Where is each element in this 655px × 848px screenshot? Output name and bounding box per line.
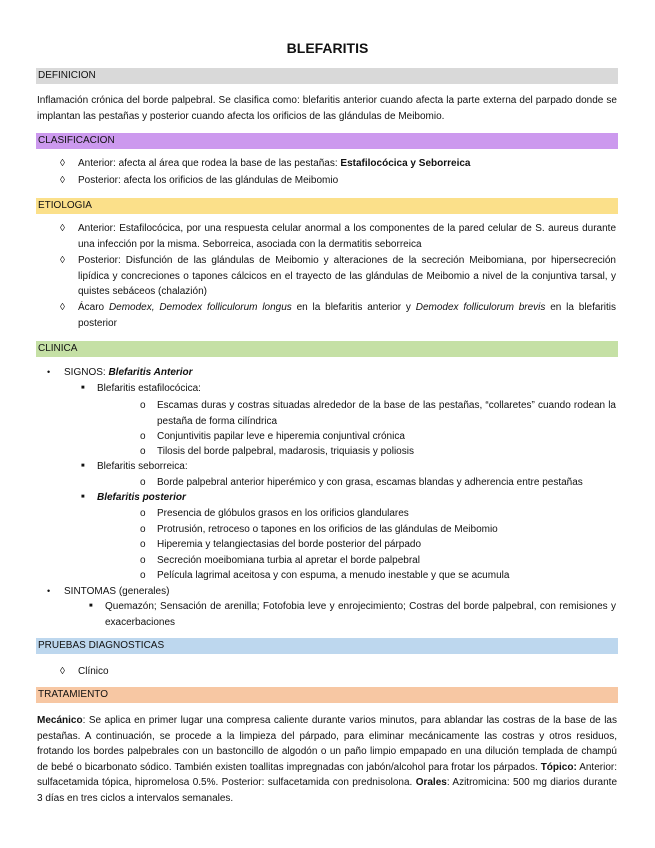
clinica-estafilo: Blefaritis estafilocócica: [97,383,201,394]
estafilo-item-3: Tilosis del borde palpebral, madarosis, triquiasis y poliosis [157,446,414,457]
posterior-item-1: Presencia de glóbulos grasos en los orificios glandulares [157,508,409,519]
section-header-etiologia: ETIOLOGIA [36,198,618,214]
diamond-icon: ◊ [60,302,65,313]
sintomas-item: Quemazón; Sensación de arenilla; Fotofobia leve y enrojecimiento; Costras del borde palpebral, con remisiones y exacerbaciones [105,601,616,628]
tratamiento-mecanico-label: Mecánico [37,715,83,726]
circle-bullet-icon: o [140,524,146,535]
etiologia-item-3-e: en la blefaritis posterior [78,302,616,329]
etiologia-item-3-b: Demodex, Demodex folliculorum longus [108,302,292,313]
clasificacion-anterior [78,156,470,172]
etiologia-item-3 [78,300,616,331]
circle-bullet-icon: o [140,539,146,550]
diamond-icon: ◊ [60,255,65,266]
definicion-text: Inflamación crónica del borde palpebral. Se clasifica como: blefaritis anterior cuando afecta la parte externa del parpado donde se implantan las pestañas y posterior cuando afecta los orificios de las glándulas de Meibomio. [37,95,617,122]
estafilo-item-2: Conjuntivitis papilar leve e hiperemia conjuntival crónica [157,431,405,442]
circle-bullet-icon: o [140,446,146,457]
circle-bullet-icon: o [140,400,146,411]
circle-bullet-icon: o [140,508,146,519]
etiologia-item-2: Posterior: Disfunción de las glándulas de Meibomio y alteraciones de la secreción Meibomiana, por hipersecreción lipídica y concreciones o tapones cálcicos en el trayecto de las glándulas de Meibomio a nivel de la conjuntiva tarsal, y quistes sebáceos (chalazión) [78,255,616,297]
square-bullet-icon: ■ [81,385,85,391]
posterior-item-4: Secreción moeibomiana turbia al apretar el borde palpebral [157,555,420,566]
clinica-seborreica: Blefaritis seborreica: [97,461,188,472]
section-header-clinica: CLINICA [36,341,618,357]
section-header-definicion: DEFINICION [36,68,618,84]
estafilo-item-1: Escamas duras y costras situadas alrededor de la base de las pestañas, “collaretes” cuando rodean la pestaña de forma cilíndrica [157,400,616,427]
etiologia-item-3-c: en la blefaritis anterior y [291,302,416,313]
clasificacion-anterior-text: Anterior: afecta al área que rodea la base de las pestañas: [78,158,341,169]
section-header-clasificacion: CLASIFICACION [36,133,618,149]
circle-bullet-icon: o [140,555,146,566]
tratamiento-topico-label: Tópico: [540,761,577,773]
circle-bullet-icon: o [140,570,146,581]
posterior-item-5: Película lagrimal aceitosa y con espuma, a menudo inestable y que se acumula [157,570,510,581]
clinica-signos [64,365,193,381]
seborreica-item-1: Borde palpebral anterior hiperémico y con grasa, escamas blandas y adherencia entre pestañas [157,477,583,488]
posterior-item-2: Protrusión, retroceso o tapones en los orificios de las glándulas de Meibomio [157,524,498,535]
bullet-icon: • [47,367,51,377]
tratamiento-mecanico-text: : Se aplica en primer lugar una compresa caliente durante varios minutos, para ablandar las costras de la base de las pestañas. A continuación, se procede a la limpieza del párpado, para eliminar mecánicamente las costras y otros residuos, frotando los bordes palpebrales con un bastoncillo de algodón o un paño limpio empapado en una dilución templada de champú de bebé o bicarbonato sódico. También existen toallitas impregnadas con jabón/alcohol para frotar los párpados. [37,715,617,773]
diamond-icon: ◊ [60,666,65,677]
etiologia-item-3-d: Demodex folliculorum brevis [415,302,546,313]
square-bullet-icon: ■ [89,603,93,609]
tratamiento-orales-label: Orales [415,777,447,788]
section-header-tratamiento: TRATAMIENTO [36,687,618,703]
clinica-posterior [97,490,186,506]
clinica-signos-label: SIGNOS: [64,367,109,378]
page-title: BLEFARITIS [286,40,369,56]
section-header-pruebas: PRUEBAS DIAGNOSTICAS [36,638,618,654]
square-bullet-icon: ■ [81,494,85,500]
circle-bullet-icon: o [140,431,146,442]
diamond-icon: ◊ [60,158,65,169]
clasificacion-posterior: Posterior: afecta los orificios de las glándulas de Meibomio [78,175,339,186]
tratamiento-orales-text: : Azitromicina: 500 mg diarios durante 3 días en tres ciclos a intervalos semanales. [37,777,617,804]
square-bullet-icon: ■ [81,463,85,469]
tratamiento-text [37,713,617,806]
bullet-icon: • [47,586,51,596]
pruebas-item: Clínico [78,666,109,677]
clinica-sintomas: SINTOMAS (generales) [64,586,170,597]
posterior-item-3: Hiperemia y telangiectasias del borde posterior del párpado [157,539,422,550]
etiologia-item-3-a: Ácaro [78,302,109,313]
clinica-signos-bold: Blefaritis Anterior [108,367,193,378]
diamond-icon: ◊ [60,175,65,186]
diamond-icon: ◊ [60,223,65,234]
etiologia-item-1: Anterior: Estafilocócica, por una respuesta celular anormal a los componentes de la pared celular de S. aureus durante una infección por la misma. Seborreica, asociada con la dermatitis seborreica [78,223,616,250]
circle-bullet-icon: o [140,477,146,488]
clinica-posterior-label: Blefaritis posterior [97,492,186,503]
clasificacion-anterior-bold: Estafilocócica y Seborreica [340,158,471,169]
tratamiento-topico-text: Anterior: sulfacetamida tópica, hipromelosa 0.5%. Posterior: sulfacetamida con prednisolona. [37,761,617,788]
